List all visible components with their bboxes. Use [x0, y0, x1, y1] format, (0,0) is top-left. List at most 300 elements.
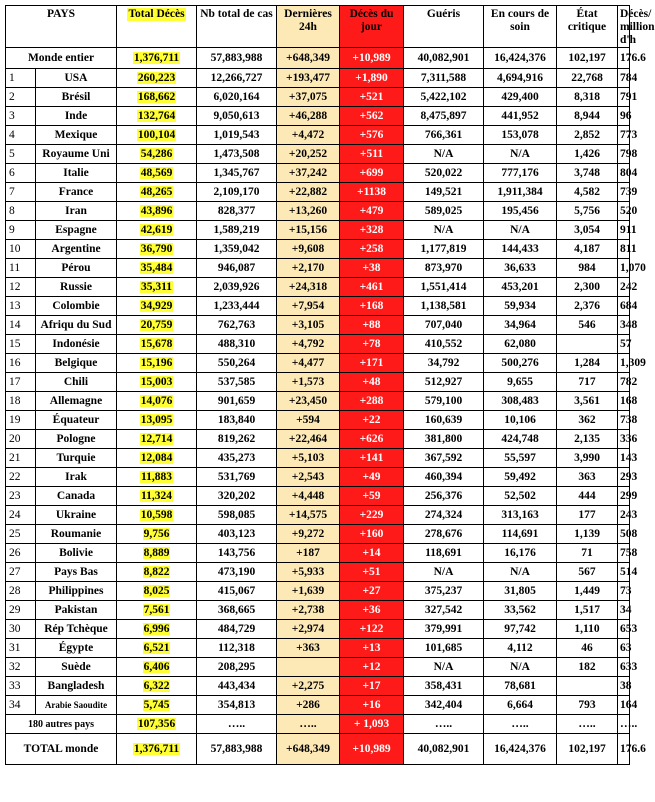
cell-soin: 195,456	[484, 202, 557, 221]
cell-total-deces	[117, 506, 197, 525]
cell-cas: 762,763	[197, 316, 277, 335]
cell-cas: 1,345,767	[197, 164, 277, 183]
total-deces-highlight: 7,561	[143, 603, 170, 616]
cell-soin: 52,502	[484, 487, 557, 506]
cell-total-deces	[117, 639, 197, 658]
table-row	[6, 449, 630, 468]
cell-cas: 6,020,164	[197, 88, 277, 107]
cell-gueris: 278,676	[404, 525, 484, 544]
table-row	[6, 373, 630, 392]
cell-million: 293	[618, 468, 630, 487]
cell-total-deces	[117, 544, 197, 563]
cell-jour: +13	[340, 639, 404, 658]
cell-total-deces	[117, 601, 197, 620]
cell-critique: 3,054	[557, 221, 618, 240]
cell-cas: 550,264	[197, 354, 277, 373]
cell-critique: 182	[557, 658, 618, 677]
cell-million: 143	[618, 449, 630, 468]
cell-jour: +22	[340, 411, 404, 430]
table-row	[6, 696, 630, 715]
cell-total-deces	[117, 430, 197, 449]
total-row-jour: +10,989	[340, 734, 404, 765]
cell-million: 73	[618, 582, 630, 601]
cell-million: 811	[618, 240, 630, 259]
cell-gueris: 520,022	[404, 164, 484, 183]
cell-h24: +187	[277, 544, 340, 563]
total-deces-highlight: 6,322	[143, 679, 170, 692]
total-deces-highlight: 1,376,711	[133, 742, 180, 755]
cell-h24: +193,477	[277, 69, 340, 88]
others-row-cas: …..	[197, 715, 277, 734]
country-name: Pakistan	[36, 601, 117, 620]
row-index: 23	[6, 487, 36, 506]
others-row-name: 180 autres pays	[6, 715, 117, 734]
cell-h24: +37,242	[277, 164, 340, 183]
total-row-cas: 57,883,988	[197, 734, 277, 765]
cell-critique: 1,517	[557, 601, 618, 620]
cell-million: 739	[618, 183, 630, 202]
cell-gueris: N/A	[404, 221, 484, 240]
country-name: Russie	[36, 278, 117, 297]
row-index: 17	[6, 373, 36, 392]
row-index: 2	[6, 88, 36, 107]
cell-million: 243	[618, 506, 630, 525]
row-index: 24	[6, 506, 36, 525]
others-row	[6, 715, 630, 734]
row-index: 26	[6, 544, 36, 563]
cell-million: 684	[618, 297, 630, 316]
cell-total-deces	[117, 373, 197, 392]
cell-million: 164	[618, 696, 630, 715]
cell-soin: 6,664	[484, 696, 557, 715]
cell-gueris: 274,324	[404, 506, 484, 525]
country-name: Égypte	[36, 639, 117, 658]
row-index: 30	[6, 620, 36, 639]
cell-total-deces	[117, 487, 197, 506]
cell-jour: +48	[340, 373, 404, 392]
total-deces-highlight: 132,764	[137, 109, 176, 122]
country-name: Suède	[36, 658, 117, 677]
cell-h24: +5,103	[277, 449, 340, 468]
cell-critique: 1,110	[557, 620, 618, 639]
cell-million: 336	[618, 430, 630, 449]
cell-jour: +521	[340, 88, 404, 107]
cell-critique: 2,300	[557, 278, 618, 297]
total-deces-highlight: 43,896	[140, 204, 173, 217]
row-index: 3	[6, 107, 36, 126]
cell-total-deces	[117, 316, 197, 335]
total-deces-highlight: 48,265	[140, 185, 173, 198]
country-name: USA	[36, 69, 117, 88]
cell-gueris: 375,237	[404, 582, 484, 601]
cell-cas: 488,310	[197, 335, 277, 354]
cell-soin: 424,748	[484, 430, 557, 449]
total-row-soin: 16,424,376	[484, 734, 557, 765]
country-name: Afriqu du Sud	[36, 316, 117, 335]
table-row	[6, 145, 630, 164]
table-row	[6, 658, 630, 677]
cell-cas: 112,318	[197, 639, 277, 658]
cell-jour: +59	[340, 487, 404, 506]
cell-h24: +1,573	[277, 373, 340, 392]
table-row	[6, 88, 630, 107]
cell-gueris: 707,040	[404, 316, 484, 335]
cell-cas: 435,273	[197, 449, 277, 468]
row-index: 34	[6, 696, 36, 715]
cell-cas: 368,665	[197, 601, 277, 620]
cell-cas: 1,473,508	[197, 145, 277, 164]
cell-soin: 114,691	[484, 525, 557, 544]
cell-cas: 1,233,444	[197, 297, 277, 316]
cell-gueris: 589,025	[404, 202, 484, 221]
total-deces-highlight: 35,311	[141, 280, 172, 293]
total-deces-highlight: 11,883	[141, 470, 172, 483]
total-deces-highlight: 34,929	[140, 299, 173, 312]
cell-critique: 2,376	[557, 297, 618, 316]
cell-million: 782	[618, 373, 630, 392]
cell-million: 1,070	[618, 259, 630, 278]
row-index: 6	[6, 164, 36, 183]
country-name: Chili	[36, 373, 117, 392]
cell-total-deces	[117, 677, 197, 696]
country-name: Italie	[36, 164, 117, 183]
cell-h24: +22,464	[277, 430, 340, 449]
cell-jour: +699	[340, 164, 404, 183]
cell-h24: +286	[277, 696, 340, 715]
cell-h24: +2,543	[277, 468, 340, 487]
cell-jour: +36	[340, 601, 404, 620]
cell-million: 784	[618, 69, 630, 88]
cell-total-deces	[117, 202, 197, 221]
total-row-million: 176.6	[618, 734, 630, 765]
total-deces-highlight: 54,286	[140, 147, 173, 160]
table-row	[6, 411, 630, 430]
world-h24: +648,349	[277, 48, 340, 69]
total-deces-highlight: 35,484	[140, 261, 173, 274]
cell-soin: N/A	[484, 563, 557, 582]
total-deces-highlight: 8,822	[143, 565, 170, 578]
cell-total-deces	[117, 658, 197, 677]
cell-gueris: 410,552	[404, 335, 484, 354]
country-name: Canada	[36, 487, 117, 506]
cell-critique: 3,748	[557, 164, 618, 183]
cell-gueris: 1,177,819	[404, 240, 484, 259]
cell-gueris: 7,311,588	[404, 69, 484, 88]
cell-soin: 31,805	[484, 582, 557, 601]
cell-soin: 10,106	[484, 411, 557, 430]
country-name: Bangladesh	[36, 677, 117, 696]
cell-critique: 1,449	[557, 582, 618, 601]
row-index: 29	[6, 601, 36, 620]
cell-total-deces	[117, 449, 197, 468]
cell-critique: 3,990	[557, 449, 618, 468]
cell-total-deces	[117, 563, 197, 582]
cell-million: 798	[618, 145, 630, 164]
table-row	[6, 278, 630, 297]
cell-gueris: 460,394	[404, 468, 484, 487]
row-index: 31	[6, 639, 36, 658]
country-name: Équateur	[36, 411, 117, 430]
cell-cas: 2,109,170	[197, 183, 277, 202]
cell-gueris: 379,991	[404, 620, 484, 639]
cell-jour: +14	[340, 544, 404, 563]
cell-gueris: N/A	[404, 145, 484, 164]
cell-soin: 97,742	[484, 620, 557, 639]
cell-soin: 16,176	[484, 544, 557, 563]
world-total-deces: 1,376,711	[117, 48, 197, 69]
cell-cas: 208,295	[197, 658, 277, 677]
row-index: 27	[6, 563, 36, 582]
cell-critique: 546	[557, 316, 618, 335]
cell-cas: 828,377	[197, 202, 277, 221]
total-row-critique: 102,197	[557, 734, 618, 765]
cell-jour: +122	[340, 620, 404, 639]
cell-critique: 3,561	[557, 392, 618, 411]
cell-cas: 9,050,613	[197, 107, 277, 126]
total-row-h24: +648,349	[277, 734, 340, 765]
total-deces-highlight: 5,745	[143, 698, 170, 711]
cell-total-deces	[117, 88, 197, 107]
header-pays: PAYS	[6, 6, 117, 48]
cell-h24: +22,882	[277, 183, 340, 202]
table-row	[6, 430, 630, 449]
cell-soin: 33,562	[484, 601, 557, 620]
cell-total-deces	[117, 468, 197, 487]
country-name: Belgique	[36, 354, 117, 373]
cell-jour: +141	[340, 449, 404, 468]
cell-soin: 429,400	[484, 88, 557, 107]
row-index: 9	[6, 221, 36, 240]
cell-soin: N/A	[484, 658, 557, 677]
cell-gueris: 358,431	[404, 677, 484, 696]
cell-critique: 444	[557, 487, 618, 506]
cell-total-deces	[117, 278, 197, 297]
total-deces-highlight: 107,356	[137, 717, 176, 730]
cell-total-deces	[117, 354, 197, 373]
table-row	[6, 601, 630, 620]
cell-million: 348	[618, 316, 630, 335]
total-deces-highlight: 15,196	[140, 356, 173, 369]
cell-total-deces	[117, 221, 197, 240]
country-name: Pologne	[36, 430, 117, 449]
cell-total-deces	[117, 392, 197, 411]
cell-gueris: N/A	[404, 658, 484, 677]
country-name: Philippines	[36, 582, 117, 601]
header-en-cours-de-soin: En cours de soin	[484, 6, 557, 48]
table-row	[6, 297, 630, 316]
cell-jour: +328	[340, 221, 404, 240]
cell-million: 911	[618, 221, 630, 240]
row-index: 13	[6, 297, 36, 316]
cell-gueris: 160,639	[404, 411, 484, 430]
header-nb-total-cas: Nb total de cas	[197, 6, 277, 48]
header-total-deces: Total Décès	[117, 6, 197, 48]
cell-gueris: 1,138,581	[404, 297, 484, 316]
country-name: Espagne	[36, 221, 117, 240]
country-name: Inde	[36, 107, 117, 126]
cell-soin: N/A	[484, 145, 557, 164]
cell-h24: +46,288	[277, 107, 340, 126]
cell-cas: 183,840	[197, 411, 277, 430]
world-jour: +10,989	[340, 48, 404, 69]
cell-critique: 22,768	[557, 69, 618, 88]
cell-h24: +1,639	[277, 582, 340, 601]
cell-critique: 177	[557, 506, 618, 525]
world-critique: 102,197	[557, 48, 618, 69]
country-name: Rép Tchèque	[36, 620, 117, 639]
cell-total-deces	[117, 582, 197, 601]
total-deces-highlight: 6,996	[143, 622, 170, 635]
cell-h24: +4,477	[277, 354, 340, 373]
total-deces-highlight: 20,759	[140, 318, 173, 331]
row-index: 7	[6, 183, 36, 202]
row-index: 1	[6, 69, 36, 88]
cell-million: 653	[618, 620, 630, 639]
row-index: 12	[6, 278, 36, 297]
table-body	[6, 48, 646, 765]
cell-critique: 984	[557, 259, 618, 278]
cell-jour: +16	[340, 696, 404, 715]
cell-critique: 2,852	[557, 126, 618, 145]
table-row	[6, 202, 630, 221]
row-index: 4	[6, 126, 36, 145]
cell-million: 299	[618, 487, 630, 506]
cell-soin: 55,597	[484, 449, 557, 468]
cell-cas: 531,769	[197, 468, 277, 487]
cell-million: 514	[618, 563, 630, 582]
cell-total-deces	[117, 525, 197, 544]
cell-jour: +12	[340, 658, 404, 677]
cell-gueris: 34,792	[404, 354, 484, 373]
cell-cas: 1,019,543	[197, 126, 277, 145]
cell-cas: 143,756	[197, 544, 277, 563]
row-index: 20	[6, 430, 36, 449]
cell-critique: 46	[557, 639, 618, 658]
cell-jour: +38	[340, 259, 404, 278]
table-row	[6, 620, 630, 639]
header-deces-million: Décès/ million d'h	[618, 6, 630, 48]
cell-jour: +168	[340, 297, 404, 316]
cell-critique: 363	[557, 468, 618, 487]
cell-soin: 59,934	[484, 297, 557, 316]
table-row	[6, 506, 630, 525]
cell-soin: 9,655	[484, 373, 557, 392]
cell-jour: +258	[340, 240, 404, 259]
cell-h24: +7,954	[277, 297, 340, 316]
others-row-h24: …..	[277, 715, 340, 734]
cell-total-deces	[117, 696, 197, 715]
cell-critique	[557, 677, 618, 696]
cell-h24: +14,575	[277, 506, 340, 525]
cell-soin: 34,964	[484, 316, 557, 335]
cell-h24: +9,608	[277, 240, 340, 259]
country-name: Indonésie	[36, 335, 117, 354]
cell-critique: 1,284	[557, 354, 618, 373]
others-row-gueris: …..	[404, 715, 484, 734]
cell-critique: 793	[557, 696, 618, 715]
others-row-jour: + 1,093	[340, 715, 404, 734]
cell-h24: +9,272	[277, 525, 340, 544]
cell-total-deces	[117, 107, 197, 126]
cell-jour: +229	[340, 506, 404, 525]
total-row-name: TOTAL monde	[6, 734, 117, 765]
table-row	[6, 259, 630, 278]
cell-gueris: 5,422,102	[404, 88, 484, 107]
row-index: 16	[6, 354, 36, 373]
cell-soin: 500,276	[484, 354, 557, 373]
table-row	[6, 354, 630, 373]
table-row	[6, 677, 630, 696]
cell-total-deces	[117, 164, 197, 183]
cell-critique: 2,135	[557, 430, 618, 449]
total-deces-highlight: 9,756	[143, 527, 170, 540]
country-name: Arabie Saoudite	[36, 696, 117, 715]
total-deces-highlight: 10,598	[140, 508, 173, 521]
total-deces-highlight: 15,003	[140, 375, 173, 388]
table-row	[6, 183, 630, 202]
cell-soin: 4,694,916	[484, 69, 557, 88]
cell-soin: 4,112	[484, 639, 557, 658]
total-deces-highlight: 36,790	[140, 242, 173, 255]
world-name: Monde entier	[6, 48, 117, 69]
total-deces-highlight: 6,521	[143, 641, 170, 654]
cell-critique: 567	[557, 563, 618, 582]
row-index: 21	[6, 449, 36, 468]
world-row	[6, 48, 630, 69]
total-deces-highlight: 100,104	[137, 128, 176, 141]
total-deces-highlight: 12,714	[140, 432, 173, 445]
cell-gueris: 381,800	[404, 430, 484, 449]
cell-h24: +20,252	[277, 145, 340, 164]
total-row	[6, 734, 630, 765]
cell-gueris: 149,521	[404, 183, 484, 202]
country-name: Bolivie	[36, 544, 117, 563]
cell-jour: +160	[340, 525, 404, 544]
cell-gueris: 118,691	[404, 544, 484, 563]
table-row	[6, 544, 630, 563]
cell-soin: 78,681	[484, 677, 557, 696]
cell-total-deces	[117, 335, 197, 354]
cell-gueris: 101,685	[404, 639, 484, 658]
country-name: Colombie	[36, 297, 117, 316]
cell-soin: 36,633	[484, 259, 557, 278]
cell-jour: +479	[340, 202, 404, 221]
cell-million: 242	[618, 278, 630, 297]
cell-h24: +4,792	[277, 335, 340, 354]
header-deces-du-jour: Décès du jour	[340, 6, 404, 48]
cell-jour: +51	[340, 563, 404, 582]
cell-gueris: 327,542	[404, 601, 484, 620]
cell-million: 773	[618, 126, 630, 145]
cell-cas: 12,266,727	[197, 69, 277, 88]
cell-million: 57	[618, 335, 630, 354]
cell-critique: 362	[557, 411, 618, 430]
country-name: Royaume Uni	[36, 145, 117, 164]
cell-critique	[557, 335, 618, 354]
total-deces-highlight: 168,662	[137, 90, 176, 103]
cell-jour: +27	[340, 582, 404, 601]
cell-soin: 777,176	[484, 164, 557, 183]
row-index: 33	[6, 677, 36, 696]
cell-cas: 443,434	[197, 677, 277, 696]
table-row	[6, 582, 630, 601]
cell-total-deces	[117, 297, 197, 316]
country-name: Mexique	[36, 126, 117, 145]
table-row	[6, 240, 630, 259]
cell-gueris: 579,100	[404, 392, 484, 411]
cell-cas: 403,123	[197, 525, 277, 544]
cell-cas: 537,585	[197, 373, 277, 392]
